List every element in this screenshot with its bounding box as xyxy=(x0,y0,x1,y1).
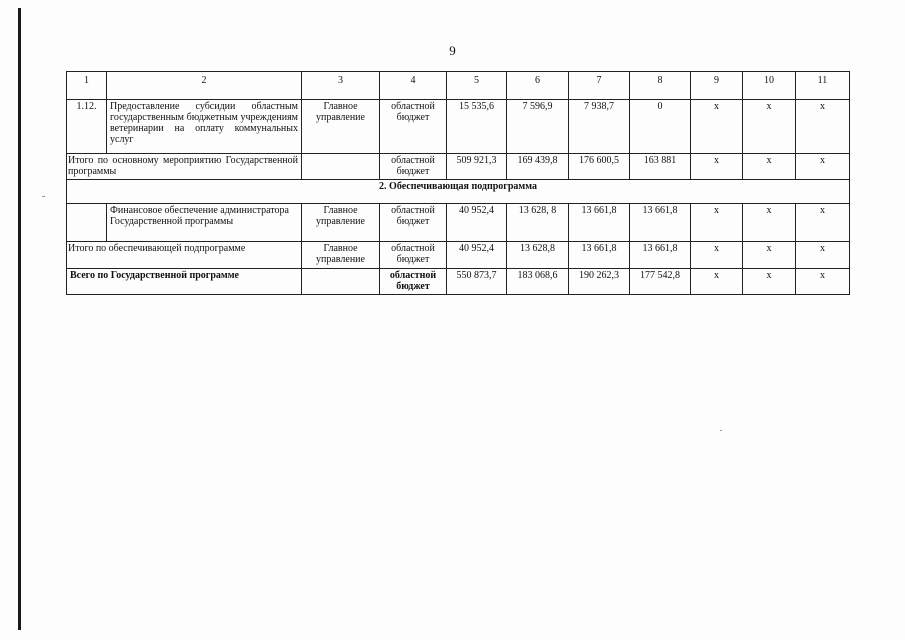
funding-source: областной бюджет xyxy=(380,269,447,295)
value-cell: х xyxy=(796,242,850,269)
funding-source: областной бюджет xyxy=(380,242,447,269)
executor-cell xyxy=(302,269,380,295)
row-number xyxy=(67,204,107,242)
row-number: 1.12. xyxy=(67,100,107,154)
scan-speck xyxy=(42,196,45,197)
value-cell: х xyxy=(743,100,796,154)
value-cell: х xyxy=(691,269,743,295)
value-cell: х xyxy=(743,154,796,180)
value-cell: х xyxy=(796,204,850,242)
section-row xyxy=(67,180,850,204)
value-cell: х xyxy=(691,100,743,154)
value-cell: х xyxy=(691,154,743,180)
header-cell: 7 xyxy=(569,72,630,100)
table-row xyxy=(67,100,850,154)
value-cell: 13 661,8 xyxy=(569,204,630,242)
value-cell: 13 661,8 xyxy=(630,242,691,269)
value-cell: 40 952,4 xyxy=(447,242,507,269)
value-cell: 7 596,9 xyxy=(507,100,569,154)
value-cell: х xyxy=(691,204,743,242)
table-row xyxy=(67,154,850,180)
grand-total-label: Всего по Государственной программе xyxy=(67,269,302,295)
value-cell: 190 262,3 xyxy=(569,269,630,295)
left-margin-rule xyxy=(18,8,21,630)
executor-cell: Главное управление xyxy=(302,204,380,242)
value-cell: 169 439,8 xyxy=(507,154,569,180)
table-row xyxy=(67,269,850,295)
table-row xyxy=(67,242,850,269)
total-label: Итого по основному мероприятию Государственной программы xyxy=(67,154,302,180)
value-cell: 40 952,4 xyxy=(447,204,507,242)
value-cell: 13 628,8 xyxy=(507,242,569,269)
value-cell: 15 535,6 xyxy=(447,100,507,154)
header-cell: 4 xyxy=(380,72,447,100)
value-cell: 509 921,3 xyxy=(447,154,507,180)
value-cell: 13 661,8 xyxy=(569,242,630,269)
value-cell: х xyxy=(796,269,850,295)
header-cell: 9 xyxy=(691,72,743,100)
header-row xyxy=(67,72,850,100)
funding-source: областной бюджет xyxy=(380,204,447,242)
header-cell: 3 xyxy=(302,72,380,100)
value-cell: х xyxy=(796,100,850,154)
page-number: 9 xyxy=(449,43,456,58)
header-cell: 8 xyxy=(630,72,691,100)
header-cell: 1 xyxy=(67,72,107,100)
value-cell: 13 628, 8 xyxy=(507,204,569,242)
total-label: Итого по обеспечивающей подпрограмме xyxy=(67,242,302,269)
value-cell: х xyxy=(743,269,796,295)
header-cell: 6 xyxy=(507,72,569,100)
executor-cell xyxy=(302,154,380,180)
value-cell: 163 881 xyxy=(630,154,691,180)
value-cell: х xyxy=(743,204,796,242)
value-cell: 13 661,8 xyxy=(630,204,691,242)
section-title: 2. Обеспечивающая подпрограмма xyxy=(67,180,850,204)
value-cell: 177 542,8 xyxy=(630,269,691,295)
value-cell: 176 600,5 xyxy=(569,154,630,180)
value-cell: 0 xyxy=(630,100,691,154)
budget-table xyxy=(66,71,850,295)
value-cell: 550 873,7 xyxy=(447,269,507,295)
table-row xyxy=(67,204,850,242)
header-cell: 5 xyxy=(447,72,507,100)
value-cell: х xyxy=(796,154,850,180)
scan-speck xyxy=(720,430,722,431)
funding-source: областной бюджет xyxy=(380,154,447,180)
value-cell: 183 068,6 xyxy=(507,269,569,295)
activity-name: Предоставление субсидии областным государственным бюджетным учреждениям ветеринарии на оплату коммунальных услуг xyxy=(107,100,302,154)
header-cell: 10 xyxy=(743,72,796,100)
funding-source: областной бюджет xyxy=(380,100,447,154)
header-cell: 2 xyxy=(107,72,302,100)
header-cell: 11 xyxy=(796,72,850,100)
activity-name: Финансовое обеспечение администратора Государственной программы xyxy=(107,204,302,242)
executor-cell: Главное управление xyxy=(302,100,380,154)
value-cell: х xyxy=(743,242,796,269)
value-cell: х xyxy=(691,242,743,269)
value-cell: 7 938,7 xyxy=(569,100,630,154)
executor-cell: Главное управление xyxy=(302,242,380,269)
